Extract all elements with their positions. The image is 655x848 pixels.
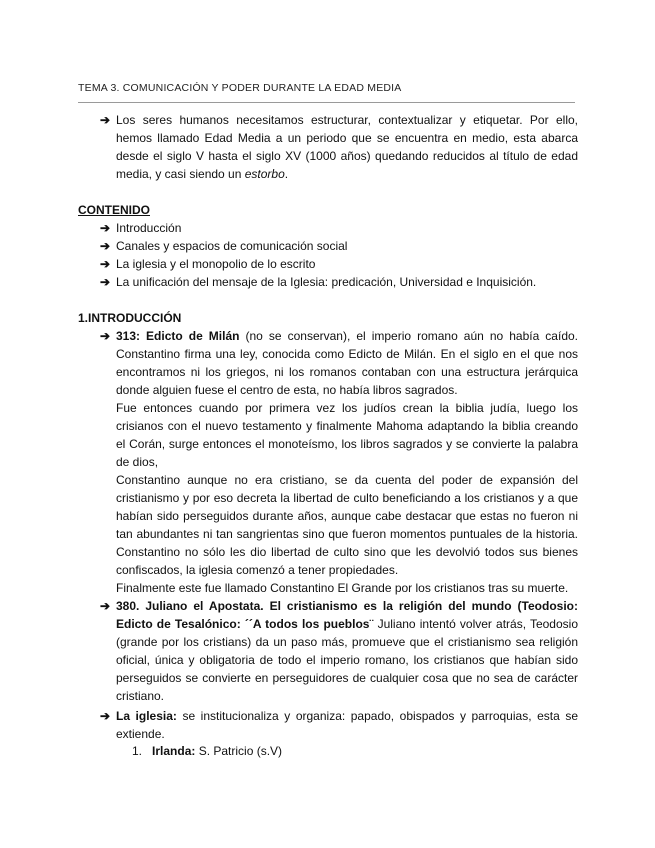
intro-italic-word: estorbo: [244, 167, 285, 181]
juliano-label: 380. Juliano el Apostata. El cristianismo es la religión del mundo (Teodosio: Edicto de Tesalónico: ´´A todos los pueblos¨: [116, 599, 578, 631]
numbered-item-irlanda: 1. Irlanda: S. Patricio (s.V): [132, 744, 283, 758]
iglesia-label: La iglesia:: [116, 709, 177, 723]
list-number: 1.: [132, 744, 143, 758]
contenido-item: ➔ La iglesia y el monopolio de lo escrito: [100, 257, 316, 271]
arrow-bullet-icon: ➔: [100, 599, 111, 613]
introduccion-heading: 1.INTRODUCCIÓN: [78, 311, 182, 325]
arrow-bullet-icon: ➔: [100, 239, 111, 253]
arrow-bullet-icon: ➔: [100, 113, 111, 127]
bullet-380: [100, 597, 578, 705]
intro-bullet: [100, 111, 578, 183]
arrow-bullet-icon: ➔: [100, 221, 111, 235]
contenido-item: ➔ Introducción: [100, 221, 182, 235]
edicto-milan-label: 313: Edicto de Milán: [116, 329, 240, 343]
intro-text: Los seres humanos necesitamos estructurar, contextualizar y etiquetar. Por ello, hemos llamado Edad Media a un periodo que se encuentra en medio, esta abarca desde el siglo V hasta el siglo XV (1000 años) quedando reducidos al título de edad media, y casi siendo un estorbo.: [116, 113, 578, 181]
contenido-item: ➔ La unificación del mensaje de la Iglesia: predicación, Universidad e Inquisición.: [100, 275, 537, 289]
arrow-bullet-icon: ➔: [100, 257, 111, 271]
bullet-313: [100, 327, 578, 597]
irlanda-label: Irlanda:: [152, 744, 196, 758]
text-313: 313: Edicto de Milán (no se conservan), el imperio romano aún no había caído. Constantino firma una ley, conocida como Edicto de Milán. En el siglo en el que nos encontramos ni los griegos, ni los romanos contaban con una estructura jerárquica donde alguien fuese el centro de esta, no había libros sagrados. Fue entonces cuando por primera vez los judíos crean la biblia judía, luego los crisianos con el nuevo testamento y finalmente Mahoma adaptando la biblia creando el Corán, surge entonces el monoteísmo, los libros sagrados y se convierte la palabra de dios, Constantino aunque no era cristiano, se da cuenta del poder de expansión del cristianismo y por eso decreta la libertad de culto beneficiando a los cristianos y a que habían sido perseguidos durante años, aunque cabe destacar que estas no fueron ni tan abundantes ni tan sangrientas sino que fueron momentos puntuales de la historia. Constantino no sólo les dio libertad de culto sino que les devolvió todos sus bienes confiscados, la iglesia comenzó a tener propiedades. Finalmente este fue llamado Constantino El Grande por los cristianos tras su muerte.: [116, 329, 579, 595]
contenido-item: ➔ Canales y espacios de comunicación social: [100, 239, 348, 253]
page-header-title: TEMA 3. COMUNICACIÓN Y PODER DURANTE LA EDAD MEDIA: [78, 82, 402, 94]
arrow-bullet-icon: ➔: [100, 329, 111, 343]
arrow-bullet-icon: ➔: [100, 709, 111, 723]
arrow-bullet-icon: ➔: [100, 275, 111, 289]
header-rule: [78, 102, 575, 103]
text-iglesia: La iglesia: se institucionaliza y organiza: papado, obispados y parroquias, esta se extiende.: [116, 709, 578, 741]
bullet-iglesia: [100, 707, 578, 743]
text-380: 380. Juliano el Apostata. El cristianismo es la religión del mundo (Teodosio: Edicto de Tesalónico: ´´A todos los pueblos¨ Juliano intentó volver atrás, Teodosio (grande por los cristians) da un paso más, promueve que el cristianismo sea religión oficial, única y obligatoria de todo el imperio romano, los cristianos que habían sido perseguidos se convierte en perseguidores de cualquier cosa que no sea de carácter cristiano.: [116, 599, 578, 703]
contenido-heading: CONTENIDO: [78, 203, 150, 217]
